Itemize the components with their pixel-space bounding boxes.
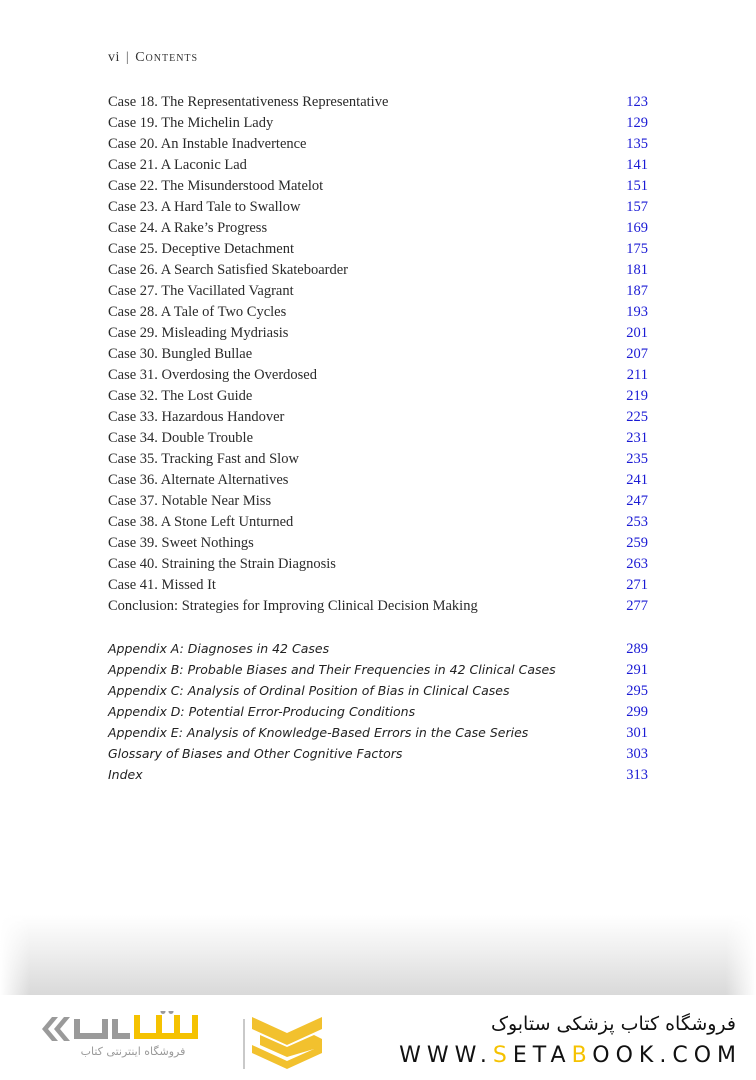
toc-entry-title: Case 24. A Rake’s Progress [108, 220, 268, 236]
page-number: vi [108, 50, 120, 65]
toc-page-link[interactable]: 231 [626, 430, 648, 446]
toc-entry[interactable] [108, 575, 648, 596]
toc-section-gap [108, 617, 648, 638]
store-url[interactable] [399, 1043, 742, 1068]
toc-entry[interactable] [108, 722, 648, 743]
toc-entry[interactable] [108, 554, 648, 575]
toc-entry[interactable] [108, 134, 648, 155]
toc-entry[interactable] [108, 659, 648, 680]
toc-entry[interactable] [108, 428, 648, 449]
toc-entry-title: Case 23. A Hard Tale to Swallow [108, 199, 301, 215]
url-part: ETA [512, 1043, 572, 1068]
toc-page-link[interactable]: 141 [626, 157, 648, 173]
toc-entry-title: Case 36. Alternate Alternatives [108, 472, 289, 488]
toc-entry-title: Case 35. Tracking Fast and Slow [108, 451, 299, 467]
toc-entry[interactable] [108, 113, 648, 134]
toc-page-link[interactable]: 201 [626, 325, 648, 341]
toc-page-link[interactable]: 277 [626, 598, 648, 614]
toc-entry-title: Case 40. Straining the Strain Diagnosis [108, 556, 336, 572]
url-part-highlight: B [571, 1043, 593, 1068]
toc-entry[interactable] [108, 470, 648, 491]
toc-page-link[interactable]: 225 [626, 409, 648, 425]
store-title: فروشگاه کتاب پزشکی ستابوک [490, 1013, 736, 1035]
toc-entry[interactable] [108, 638, 648, 659]
toc-page-link[interactable]: 313 [626, 767, 648, 783]
store-footer [0, 995, 756, 1080]
logo-tagline: فروشگاه اینترنتی کتاب [80, 1045, 186, 1058]
toc-entry-title: Appendix C: Analysis of Ordinal Position of Bias in Clinical Cases [108, 683, 510, 698]
setabook-wordmark-icon [38, 1011, 238, 1047]
toc-page-link[interactable]: 187 [626, 283, 648, 299]
toc-entry[interactable] [108, 92, 648, 113]
toc-entry-title: Case 32. The Lost Guide [108, 388, 253, 404]
url-part-highlight: S [492, 1043, 513, 1068]
toc-entry[interactable] [108, 218, 648, 239]
toc-entry-title: Case 34. Double Trouble [108, 430, 253, 446]
toc-entry[interactable] [108, 449, 648, 470]
setabook-logo [38, 1011, 298, 1071]
toc-entry[interactable] [108, 407, 648, 428]
section-title: Contents [135, 50, 199, 65]
toc-entry[interactable] [108, 281, 648, 302]
toc-entry-title: Case 37. Notable Near Miss [108, 493, 272, 509]
toc-entry-title: Case 29. Misleading Mydriasis [108, 325, 289, 341]
toc-page-link[interactable]: 295 [626, 683, 648, 699]
toc-page-link[interactable]: 169 [626, 220, 648, 236]
toc-page-link[interactable]: 259 [626, 535, 648, 551]
toc-entry[interactable] [108, 302, 648, 323]
toc-entry-title: Case 19. The Michelin Lady [108, 115, 274, 131]
toc-entry[interactable] [108, 239, 648, 260]
toc-entry-title: Appendix E: Analysis of Knowledge-Based Errors in the Case Series [108, 725, 529, 740]
toc-page-link[interactable]: 219 [626, 388, 648, 404]
url-part: WWW. [399, 1043, 493, 1068]
toc-entry-title: Case 22. The Misunderstood Matelot [108, 178, 324, 194]
toc-page-link[interactable]: 241 [626, 472, 648, 488]
toc-entry[interactable] [108, 197, 648, 218]
toc-page-link[interactable]: 301 [626, 725, 648, 741]
toc-page-link[interactable]: 289 [626, 641, 648, 657]
toc-entry-title: Appendix D: Potential Error-Producing Conditions [108, 704, 416, 719]
toc-page-link[interactable]: 253 [626, 514, 648, 530]
toc-page-link[interactable]: 235 [626, 451, 648, 467]
toc-entry[interactable] [108, 701, 648, 722]
toc-entry-title: Case 33. Hazardous Handover [108, 409, 285, 425]
toc-entry-title: Case 18. The Representativeness Representative [108, 94, 389, 110]
toc-entry-title: Appendix B: Probable Biases and Their Frequencies in 42 Clinical Cases [108, 662, 556, 677]
toc-entry-title: Case 30. Bungled Bullae [108, 346, 253, 362]
toc-page-link[interactable]: 151 [626, 178, 648, 194]
toc-page-link[interactable]: 291 [626, 662, 648, 678]
toc-entry[interactable] [108, 533, 648, 554]
toc-entry-title: Case 27. The Vacillated Vagrant [108, 283, 294, 299]
toc-entry-title: Glossary of Biases and Other Cognitive Factors [108, 746, 403, 761]
toc-entry[interactable] [108, 260, 648, 281]
toc-entry[interactable] [108, 155, 648, 176]
toc-entry-title: Appendix A: Diagnoses in 42 Cases [108, 641, 330, 656]
toc-entry[interactable] [108, 323, 648, 344]
toc-entry-title: Case 20. An Instable Inadvertence [108, 136, 307, 152]
toc-entry[interactable] [108, 680, 648, 701]
logo-divider [243, 1019, 245, 1069]
url-part: OOK.COM [592, 1043, 742, 1068]
toc-entry-title: Case 39. Sweet Nothings [108, 535, 254, 551]
toc-page-link[interactable]: 303 [626, 746, 648, 762]
page-shadow [0, 915, 756, 995]
toc-page-link[interactable]: 135 [626, 136, 648, 152]
toc-entry[interactable] [108, 176, 648, 197]
toc-entry-title: Case 25. Deceptive Detachment [108, 241, 295, 257]
toc-entry-title: Conclusion: Strategies for Improving Clinical Decision Making [108, 598, 478, 614]
toc-entry-title: Case 21. A Laconic Lad [108, 157, 247, 173]
toc-page-link[interactable]: 271 [626, 577, 648, 593]
toc-page-link[interactable]: 247 [626, 493, 648, 509]
toc-page-link[interactable]: 299 [626, 704, 648, 720]
toc-entry[interactable] [108, 743, 648, 764]
toc-page-link[interactable]: 263 [626, 556, 648, 572]
toc-page-link[interactable]: 193 [626, 304, 648, 320]
toc-page-link[interactable]: 207 [626, 346, 648, 362]
toc-entry[interactable] [108, 491, 648, 512]
toc-entry-title: Index [108, 767, 143, 782]
toc-entry-title: Case 31. Overdosing the Overdosed [108, 367, 317, 383]
toc-page-link[interactable]: 211 [626, 367, 648, 383]
toc-entry[interactable] [108, 365, 648, 386]
setabook-chevron-mark-icon [252, 1015, 322, 1071]
toc-page-link[interactable]: 123 [626, 94, 648, 110]
toc-entry-title: Case 28. A Tale of Two Cycles [108, 304, 287, 320]
toc-entry-title: Case 38. A Stone Left Unturned [108, 514, 294, 530]
toc-entry-title: Case 26. A Search Satisfied Skateboarder [108, 262, 348, 278]
toc-entry-title: Case 41. Missed It [108, 577, 216, 593]
toc-entry[interactable] [108, 386, 648, 407]
toc-page-link[interactable]: 157 [626, 199, 648, 215]
running-head [108, 50, 198, 66]
toc-entry[interactable] [108, 596, 648, 617]
toc-entry[interactable] [108, 344, 648, 365]
header-separator: | [125, 50, 130, 65]
toc-page-link[interactable]: 181 [626, 262, 648, 278]
toc-entry[interactable] [108, 512, 648, 533]
toc-page-link[interactable]: 129 [626, 115, 648, 131]
toc-entry[interactable] [108, 764, 648, 785]
toc-page-link[interactable]: 175 [626, 241, 648, 257]
table-of-contents [108, 92, 648, 785]
